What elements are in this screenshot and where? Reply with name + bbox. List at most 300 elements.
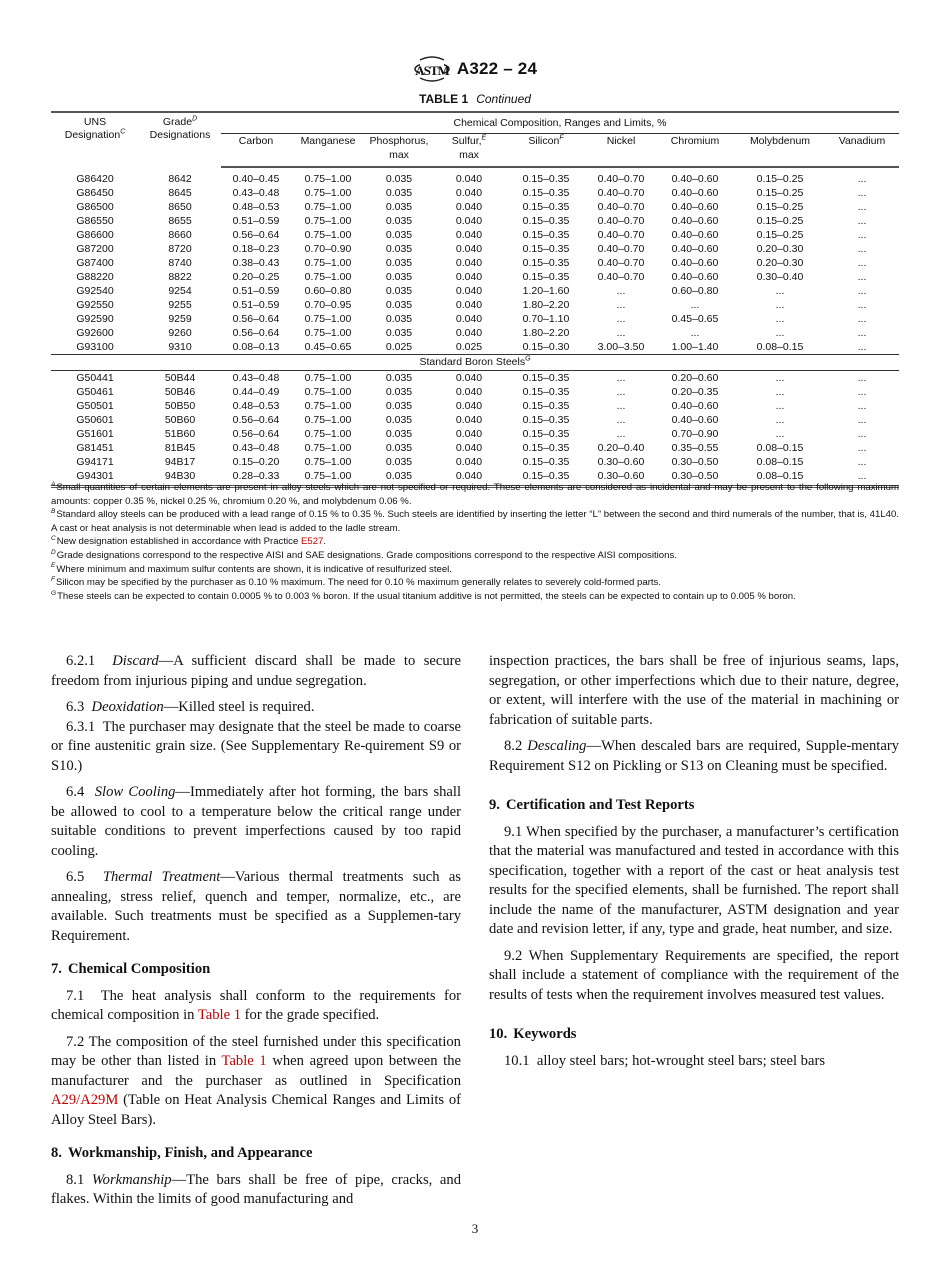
cell-value: 1.80–2.20 (522, 327, 570, 339)
para-8-2: 8.2 Descaling—When descaled bars are required, Supple-mentary Requirement S12 on Pickling or S13 on Cleaning must be specified. (489, 738, 899, 774)
cell-value: 0.30–0.40 (756, 271, 804, 283)
cell-uns: G86600 (76, 229, 114, 241)
link-e527[interactable]: E527 (300, 536, 324, 548)
cell-value: ... (616, 400, 626, 412)
link-table-1[interactable]: Table 1 (197, 1007, 242, 1023)
cell-value: 0.40–0.70 (597, 271, 645, 283)
cell-value: ... (857, 327, 867, 339)
cell-value: ... (690, 327, 700, 339)
cell-value: 0.75–1.00 (291, 469, 365, 487)
cell-value: 0.40–0.60 (671, 243, 719, 255)
para-6-3-1: 6.3.1 The purchaser may designate that the steel be made to coarse or fine austenitic grain size. (See Supplementary Re-quirement S9 or S10.) (51, 718, 461, 774)
cell-grade: 8642 (168, 172, 192, 185)
header-carbon: Carbon (221, 134, 291, 168)
cell-value: 0.30–0.60 (587, 469, 655, 487)
cell-value: 0.40–0.60 (671, 201, 719, 213)
cell-value: 0.15–0.35 (522, 187, 570, 199)
section-header-row (51, 355, 899, 371)
header-nickel: Nickel (587, 134, 655, 168)
cell-value: 0.040 (455, 327, 483, 339)
cell-value: ... (616, 285, 626, 297)
cell-value: 0.035 (385, 414, 413, 426)
cell-value: ... (857, 386, 867, 398)
cell-value: 0.40–0.70 (597, 201, 645, 213)
cell-value: 0.08–0.15 (756, 456, 804, 468)
cell-uns: G50501 (76, 400, 114, 412)
cell-value: 1.00–1.40 (655, 340, 735, 355)
cell-value: 0.20–0.60 (671, 372, 719, 384)
cell-grade: 8720 (168, 243, 192, 255)
cell-value: 0.40–0.70 (597, 215, 645, 227)
table-row (51, 270, 899, 284)
cell-value: 0.15–0.35 (522, 442, 570, 454)
body-column-left (51, 652, 461, 1217)
cell-value: 0.20–0.40 (597, 442, 645, 454)
cell-value: 0.15–0.35 (522, 229, 570, 241)
cell-value: ... (775, 428, 785, 440)
cell-value: ... (857, 414, 867, 426)
table-row (51, 200, 899, 214)
cell-value: 0.18–0.23 (232, 243, 280, 255)
cell-grade: 94B30 (139, 469, 221, 487)
cell-value: 0.75–1.00 (304, 313, 352, 325)
cell-value: 0.040 (455, 187, 483, 199)
section-8-heading: 8. Workmanship, Finish, and Appearance (51, 1145, 313, 1161)
cell-value: 0.51–0.59 (232, 299, 280, 311)
table-section-boron (51, 371, 899, 487)
cell-value: 0.040 (455, 386, 483, 398)
table-caption-label: TABLE 1 (419, 92, 469, 106)
cell-value: 0.51–0.59 (232, 285, 280, 297)
cell-value: 0.15–0.35 (522, 215, 570, 227)
body-column-right (489, 652, 899, 1078)
cell-value: 0.20–0.30 (756, 243, 804, 255)
table-row (51, 186, 899, 200)
cell-value: 1.80–2.20 (522, 299, 570, 311)
cell-value: 0.035 (385, 428, 413, 440)
cell-value: 0.035 (385, 456, 413, 468)
cell-value: ... (857, 173, 867, 185)
cell-grade: 9260 (168, 327, 192, 339)
cell-value: 0.15–0.35 (522, 386, 570, 398)
footnote-f: $^F$Silicon may be specified by the purchaser as 0.10 % maximum. The need for 0.10 % maximum generally relates to severely cold-formed parts. (51, 575, 662, 589)
table-row (51, 340, 899, 355)
cell-value: 0.20–0.25 (232, 271, 280, 283)
cell-value: 0.035 (385, 372, 413, 384)
section-7-heading: 7. Chemical Composition (51, 961, 211, 977)
cell-value: ... (857, 313, 867, 325)
cell-value: ... (857, 372, 867, 384)
table-caption (0, 92, 950, 106)
footnote-a: $^A$Small quantities of certain elements are present in alloy steels which are not specified or required. These elements are considered as incidental and may be present to the following maximum amounts: copper 0.35 %, nickel 0.25 %, chromium 0.20 %, and molybdenum 0.06 %. (51, 480, 899, 507)
cell-value: 0.040 (455, 285, 483, 297)
cell-value: 0.38–0.43 (232, 257, 280, 269)
cell-value: 0.44–0.49 (232, 386, 280, 398)
cell-value: 0.040 (455, 299, 483, 311)
cell-uns: G93100 (51, 340, 139, 355)
cell-uns: G50461 (76, 386, 114, 398)
cell-uns: G94171 (76, 456, 114, 468)
cell-value: 0.70–0.90 (304, 243, 352, 255)
cell-value: 0.43–0.48 (232, 442, 280, 454)
table-footnotes (51, 481, 899, 603)
cell-grade: 9259 (168, 313, 192, 325)
cell-value: ... (857, 400, 867, 412)
cell-value: 0.15–0.35 (522, 243, 570, 255)
cell-value: 0.75–1.00 (304, 386, 352, 398)
cell-value: 0.75–1.00 (304, 257, 352, 269)
cell-value: ... (825, 340, 899, 355)
cell-value: 0.08–0.15 (735, 469, 825, 487)
table-caption-status: Continued (476, 92, 531, 106)
cell-value: ... (857, 271, 867, 283)
cell-value: 0.75–1.00 (304, 271, 352, 283)
cell-value: 0.035 (385, 400, 413, 412)
cell-value: ... (775, 414, 785, 426)
cell-value: 0.40–0.60 (671, 187, 719, 199)
cell-value: 0.60–0.80 (304, 285, 352, 297)
cell-value: 0.75–1.00 (304, 428, 352, 440)
cell-value: 3.00–3.50 (587, 340, 655, 355)
cell-value: 0.30–0.50 (671, 456, 719, 468)
cell-value: 0.15–0.25 (756, 187, 804, 199)
cell-uns: G88220 (76, 271, 114, 283)
cell-grade: 8645 (168, 187, 192, 199)
para-8-1-continued: inspection practices, the bars shall be free of injurious seams, laps, segregation, or other imperfections which due to their nature, degree, or extent, will interfere with the use of the material in machining or fabrication of suitable parts. (489, 653, 899, 728)
cell-value: 0.15–0.35 (522, 372, 570, 384)
cell-value: 0.40–0.60 (671, 400, 719, 412)
cell-value: 0.20–0.30 (756, 257, 804, 269)
para-9-2: 9.2 When Supplementary Requirements are specified, the report shall include a statement of compliance with the requirement of the results of tests when the requirement involves measured test values. (489, 947, 899, 1003)
table-row (51, 455, 899, 469)
cell-value: 0.035 (385, 299, 413, 311)
cell-value: 0.75–1.00 (304, 187, 352, 199)
section-9-heading: 9. Certification and Test Reports (489, 797, 695, 813)
cell-value: 0.035 (385, 386, 413, 398)
cell-value: 0.60–0.80 (671, 285, 719, 297)
cell-value: 0.40–0.60 (671, 215, 719, 227)
cell-value: ... (616, 313, 626, 325)
table-row (51, 371, 899, 386)
cell-grade: 50B60 (164, 414, 196, 426)
header-uns-designation: UNS Designation$^C$ (51, 112, 139, 167)
para-8-1: 8.1 Workmanship—The bars shall be free of pipe, cracks, and flakes. Within the limits of good manufacturing and (51, 1171, 461, 1207)
cell-uns: G87200 (76, 243, 114, 255)
cell-value: ... (616, 299, 626, 311)
cell-value: 0.08–0.15 (735, 340, 825, 355)
cell-value: 0.70–0.90 (671, 428, 719, 440)
cell-value: 0.15–0.35 (522, 201, 570, 213)
page-number: 3 (471, 1221, 479, 1236)
cell-value: 0.40–0.70 (597, 187, 645, 199)
para-7-2: 7.2 The composition of the steel furnished under this specification may be other than listed in Table 1 when agreed upon between the manufacturer and the purchaser as outlined in Specification A29/A29M (Table on Heat Analysis Chemical Ranges and Limits of Alloy Steel Bars). (51, 1033, 462, 1128)
cell-value: 0.040 (455, 215, 483, 227)
para-6-5: 6.5 Thermal Treatment—Various thermal treatments such as annealing, stress relief, quench and temper, normalize, etc., are available. Such treatments must be specified as a Supplemen-tary Requirement. (51, 869, 461, 944)
cell-value: 0.56–0.64 (232, 428, 280, 440)
cell-value: 0.040 (455, 400, 483, 412)
cell-value: 0.70–0.95 (304, 299, 352, 311)
cell-value: 0.56–0.64 (232, 414, 280, 426)
cell-value: 0.035 (385, 229, 413, 241)
cell-grade: 50B46 (164, 386, 196, 398)
cell-value: ... (857, 257, 867, 269)
cell-uns: G94301 (51, 469, 139, 487)
cell-value: ... (616, 386, 626, 398)
section-10-heading: 10. Keywords (489, 1026, 577, 1042)
table-row (51, 413, 899, 427)
footnote-c: $^C$New designation established in accordance with Practice E527. (51, 535, 327, 548)
cell-grade: 51B60 (164, 428, 196, 440)
cell-value: 0.15–0.35 (522, 414, 570, 426)
cell-uns: G92600 (76, 327, 114, 339)
footnote-d: $^D$Grade designations correspond to the respective AISI and SAE designations. Grade compositions correspond to the respective AISI compositions. (51, 548, 677, 561)
cell-grade: 8740 (168, 257, 192, 269)
cell-value: 0.040 (455, 257, 483, 269)
cell-value: 0.35–0.55 (671, 442, 719, 454)
cell-value: 0.040 (455, 456, 483, 468)
cell-grade: 8650 (168, 201, 192, 213)
table-row (51, 228, 899, 242)
cell-grade: 81B45 (164, 442, 196, 454)
cell-value: 0.30–0.60 (597, 456, 645, 468)
table-row (51, 256, 899, 270)
table-row (51, 441, 899, 455)
para-6-2-1: 6.2.1 Discard—A sufficient discard shall be made to secure freedom from injurious piping and undue segregation. (51, 653, 462, 689)
cell-value: 0.15–0.35 (522, 428, 570, 440)
cell-value: ... (857, 299, 867, 311)
cell-value: 0.75–1.00 (304, 400, 352, 412)
cell-value: ... (857, 201, 867, 213)
cell-value: 0.040 (433, 469, 505, 487)
cell-value: 0.40–0.70 (597, 243, 645, 255)
cell-value: 0.45–0.65 (671, 313, 719, 325)
document-id: A322 – 24 (456, 59, 538, 78)
cell-value: ... (857, 442, 867, 454)
cell-uns: G92550 (76, 299, 114, 311)
footnote-b: $^B$Standard alloy steels can be produced with a lead range of 0.15 % to 0.35 %. Such steels are identified by inserting the letter “L” between the second and third numerals of the number, that is, 41L40. A cast or heat analysis is not determinable when lead is added to the ladle stream. (51, 508, 899, 534)
table-row (51, 427, 899, 441)
cell-value: 0.40–0.60 (671, 271, 719, 283)
svg-text:ASTM: ASTM (415, 63, 449, 78)
table-row (51, 399, 899, 413)
cell-value: 0.75–1.00 (304, 327, 352, 339)
cell-value: 0.40–0.60 (671, 257, 719, 269)
cell-value: 0.40–0.70 (597, 257, 645, 269)
cell-value: 0.025 (433, 340, 505, 355)
cell-value: 0.035 (385, 442, 413, 454)
cell-value: 0.15–0.35 (505, 469, 587, 487)
header-manganese: Manganese (291, 134, 365, 168)
cell-value: 0.40–0.60 (671, 414, 719, 426)
cell-value: 0.45–0.65 (291, 340, 365, 355)
cell-grade: 94B17 (164, 456, 196, 468)
cell-value: 0.040 (455, 243, 483, 255)
header-vanadium: Vanadium (825, 134, 899, 168)
header-grade-designations: Grade$^D$ Designations (139, 112, 221, 167)
cell-grade: 9310 (139, 340, 221, 355)
header-molybdenum: Molybdenum (735, 134, 825, 168)
cell-uns: G50441 (76, 372, 114, 384)
cell-value: ... (857, 428, 867, 440)
cell-value: 0.035 (385, 201, 413, 213)
cell-grade: 8655 (168, 215, 192, 227)
link-table-1[interactable]: Table 1 (221, 1053, 267, 1069)
table-row (51, 312, 899, 326)
para-6-4: 6.4 Slow Cooling—Immediately after hot forming, the bars shall be allowed to cool to a temperature below the critical range under suitable conditions to prevent imperfections caused by too rapid cooling. (51, 784, 462, 859)
cell-value: 0.28–0.33 (221, 469, 291, 487)
cell-value: ... (690, 299, 700, 311)
cell-value: ... (616, 372, 626, 384)
cell-value: 0.48–0.53 (232, 201, 280, 213)
table-row (51, 326, 899, 340)
cell-uns: G81451 (76, 442, 114, 454)
cell-value: 0.15–0.25 (756, 215, 804, 227)
para-6-3: 6.3 Deoxidation—Killed steel is required. (66, 699, 315, 715)
cell-value: 0.040 (455, 201, 483, 213)
cell-value: 0.040 (455, 414, 483, 426)
cell-value: ... (857, 229, 867, 241)
cell-value: 0.15–0.35 (522, 271, 570, 283)
cell-value: 0.15–0.20 (232, 456, 280, 468)
cell-value: 0.75–1.00 (304, 215, 352, 227)
cell-grade: 50B50 (164, 400, 196, 412)
cell-value: ... (616, 327, 626, 339)
cell-value: ... (857, 456, 867, 468)
astm-logo-icon (413, 54, 451, 84)
cell-value: 0.035 (385, 173, 413, 185)
cell-value: 0.15–0.25 (756, 201, 804, 213)
cell-value: ... (857, 215, 867, 227)
cell-value: 0.15–0.35 (522, 456, 570, 468)
cell-value: 0.040 (455, 173, 483, 185)
cell-value: 0.75–1.00 (304, 442, 352, 454)
cell-value: 0.43–0.48 (232, 372, 280, 384)
cell-value: 0.040 (455, 313, 483, 325)
cell-value: 0.75–1.00 (304, 201, 352, 213)
cell-value: ... (775, 313, 785, 325)
cell-value: 0.15–0.35 (522, 257, 570, 269)
footnote-e: $^E$Where minimum and maximum sulfur contents are shown, it is indicative of resulfurized steel. (51, 562, 452, 575)
cell-value: 0.15–0.35 (522, 173, 570, 185)
cell-value: 0.040 (455, 229, 483, 241)
cell-grade: 8660 (168, 229, 192, 241)
cell-value: ... (775, 372, 785, 384)
cell-value: 0.035 (365, 469, 433, 487)
cell-value: 0.40–0.45 (232, 173, 280, 185)
cell-value: 0.08–0.13 (221, 340, 291, 355)
cell-value: 0.15–0.25 (756, 173, 804, 185)
cell-uns: G87400 (76, 257, 114, 269)
cell-value: ... (775, 299, 785, 311)
chemical-composition-table (51, 111, 899, 488)
cell-value: 0.75–1.00 (304, 173, 352, 185)
cell-value: 0.40–0.60 (671, 173, 719, 185)
table-row (51, 214, 899, 228)
para-9-1: 9.1 When specified by the purchaser, a manufacturer’s certification that the material was manufactured and tested in accordance with this specification, together with a report of the cast or heat analysis test results for the specified elements, shall be furnished. The report shall include the name of the manufacturer, ASTM designation and year date and revision letter, if any, type and grade, heat number, and size. (489, 823, 899, 937)
cell-value: 1.20–1.60 (522, 285, 570, 297)
table-row (51, 298, 899, 312)
table-row (51, 385, 899, 399)
cell-value: ... (775, 285, 785, 297)
header-silicon: Silicon$^F$ (505, 134, 587, 168)
cell-uns: G86500 (76, 201, 114, 213)
cell-value: 0.035 (385, 257, 413, 269)
cell-value: 0.035 (385, 187, 413, 199)
cell-value: 0.025 (365, 340, 433, 355)
cell-value: 0.56–0.64 (232, 313, 280, 325)
link-a29-a29m[interactable]: A29/A29M (51, 1092, 119, 1108)
document-header (0, 54, 950, 84)
cell-value: 0.43–0.48 (232, 187, 280, 199)
header-phosphorus: Phosphorus, max (365, 134, 433, 168)
cell-value: 0.08–0.15 (756, 442, 804, 454)
cell-value: 0.035 (385, 271, 413, 283)
cell-value: 0.15–0.30 (505, 340, 587, 355)
cell-value: 0.56–0.64 (232, 327, 280, 339)
cell-value: ... (775, 400, 785, 412)
cell-value: 0.56–0.64 (232, 229, 280, 241)
table-row (51, 242, 899, 256)
cell-value: ... (857, 187, 867, 199)
cell-value: ... (616, 414, 626, 426)
cell-uns: G86450 (76, 187, 114, 199)
cell-value: 0.035 (385, 285, 413, 297)
cell-value: 0.040 (455, 442, 483, 454)
cell-uns: G92590 (76, 313, 114, 325)
cell-value: 0.15–0.35 (522, 400, 570, 412)
cell-uns: G51601 (76, 428, 114, 440)
cell-value: 0.40–0.70 (597, 173, 645, 185)
cell-uns: G86550 (76, 215, 114, 227)
cell-value: ... (775, 386, 785, 398)
table-row (51, 284, 899, 298)
cell-value: 0.040 (455, 428, 483, 440)
cell-value: ... (616, 428, 626, 440)
cell-value: 0.035 (385, 327, 413, 339)
cell-value: 0.30–0.50 (655, 469, 735, 487)
cell-value: 0.035 (385, 313, 413, 325)
table-section-standard (51, 167, 899, 355)
header-chemical-composition: Chemical Composition, Ranges and Limits, % (221, 112, 899, 134)
cell-value: ... (857, 285, 867, 297)
cell-value: 0.040 (455, 372, 483, 384)
header-sulfur: Sulfur,$^E$ max (433, 134, 505, 168)
cell-value: 0.035 (385, 243, 413, 255)
cell-value: 0.20–0.35 (671, 386, 719, 398)
cell-value: 0.040 (455, 271, 483, 283)
section-title-boron-steels: Standard Boron Steels$^G$ (51, 355, 899, 371)
para-7-1: 7.1 The heat analysis shall conform to the requirements for chemical composition in Table 1 for the grade specified. (51, 987, 461, 1023)
cell-grade: 9255 (168, 299, 192, 311)
cell-value: 0.75–1.00 (304, 229, 352, 241)
cell-value: 0.15–0.25 (756, 229, 804, 241)
cell-value: ... (857, 243, 867, 255)
header-chromium: Chromium (655, 134, 735, 168)
cell-value: 0.40–0.70 (597, 229, 645, 241)
cell-uns: G50601 (76, 414, 114, 426)
cell-value: 0.48–0.53 (232, 400, 280, 412)
cell-value: 0.75–1.00 (304, 414, 352, 426)
cell-uns: G86420 (76, 172, 114, 185)
cell-value: 0.40–0.60 (671, 229, 719, 241)
cell-grade: 50B44 (164, 372, 196, 384)
cell-grade: 9254 (168, 285, 192, 297)
cell-grade: 8822 (168, 271, 192, 283)
cell-value: 0.75–1.00 (304, 372, 352, 384)
cell-value: ... (775, 327, 785, 339)
cell-value: 0.035 (385, 215, 413, 227)
cell-value: 0.75–1.00 (304, 456, 352, 468)
